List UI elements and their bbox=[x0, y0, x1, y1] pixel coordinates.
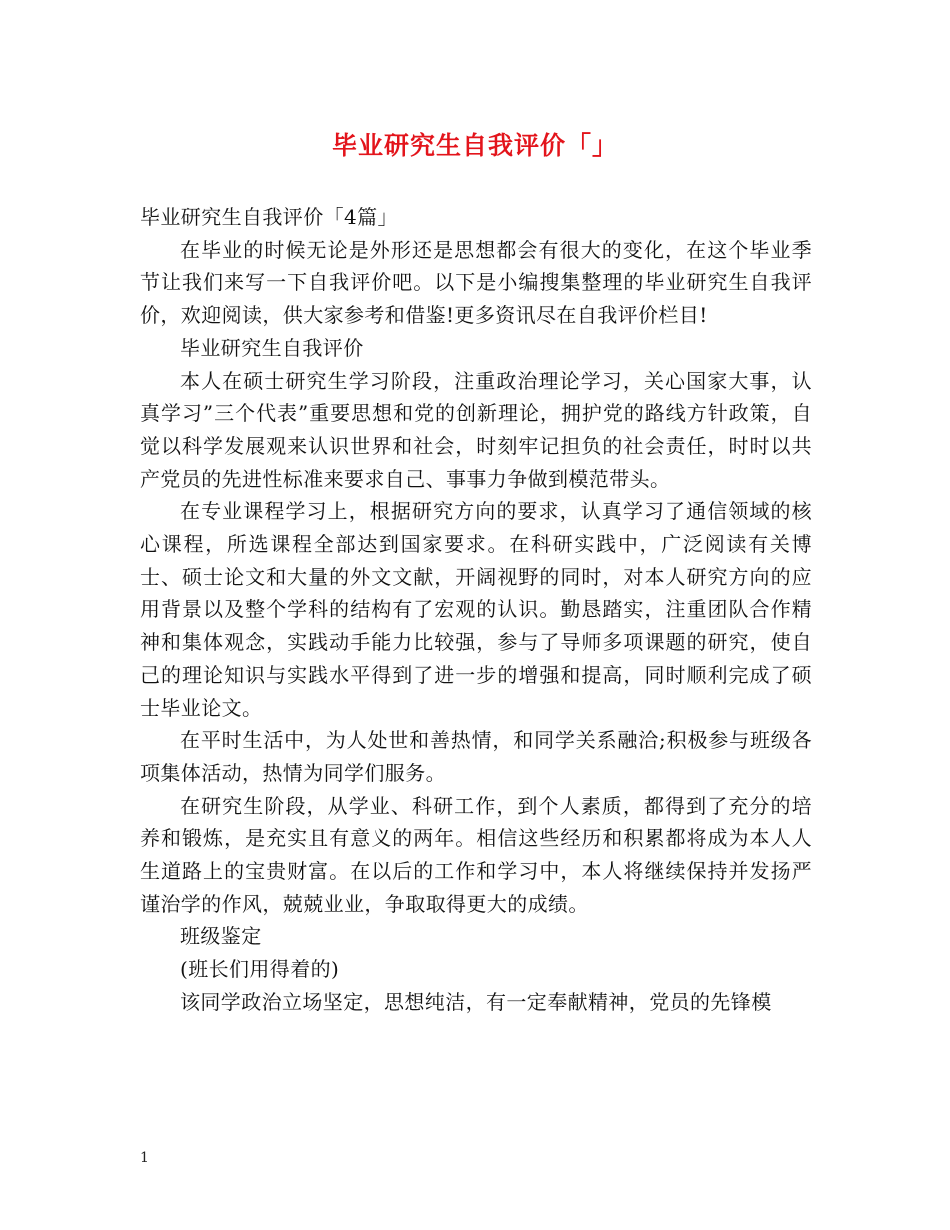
document-title: 毕业研究生自我评价「」 bbox=[331, 131, 618, 160]
paragraph-study: 在专业课程学习上，根据研究方向的要求，认真学习了通信领域的核心课程，所选课程全部达到国家要求。在科研实践中，广泛阅读有关博士、硕士论文和大量的外文文献，开阔视野的同时，对本人研究方向的应用背景以及整个学科的结构有了宏观的认识。勤恳踏实，注重团队合作精神和集体观念，实践动手能力比较强，参与了导师多项课题的研究，使自己的理论知识与实践水平得到了进一步的增强和提高，同时顺利完成了硕士毕业论文。 bbox=[140, 499, 812, 720]
paragraph-political: 本人在硕士研究生学习阶段，注重政治理论学习，关心国家大事，认真学习”三个代表”重要思想和党的创新理论，拥护党的路线方针政策，自觉以科学发展观来认识世界和社会，时刻牢记担负的社会责任，时时以共产党员的先进性标准来要求自己、事事力争做到模范带头。 bbox=[140, 368, 812, 491]
page-number: 1 bbox=[140, 1150, 149, 1166]
paragraph-life: 在平时生活中，为人处世和善热情，和同学关系融洽;积极参与班级各项集体活动，热情为同学们服务。 bbox=[140, 728, 812, 785]
paragraph-subtitle: 毕业研究生自我评价「4篇」 bbox=[140, 205, 398, 229]
paragraph-appraisal: 该同学政治立场坚定，思想纯洁，有一定奉献精神，党员的先锋模 bbox=[180, 989, 772, 1014]
paragraph-intro: 在毕业的时候无论是外形还是思想都会有很大的变化，在这个毕业季节让我们来写一下自我评价吧。以下是小编搜集整理的毕业研究生自我评价，欢迎阅读，供大家参考和借鉴!更多资讯尽在自我评价栏目! bbox=[140, 237, 812, 328]
document-body bbox=[140, 201, 812, 1019]
paragraph-note: (班长们用得着的) bbox=[180, 957, 340, 982]
paragraph-section-heading: 毕业研究生自我评价 bbox=[180, 335, 364, 360]
paragraph-class-appraisal-heading: 班级鉴定 bbox=[180, 924, 262, 949]
paragraph-summary: 在研究生阶段，从学业、科研工作，到个人素质，都得到了充分的培养和锻炼，是充实且有意义的两年。相信这些经历和积累都将成为本人人生道路上的宝贵财富。在以后的工作和学习中，本人将继续保持并发扬严谨治学的作风，兢兢业业，争取取得更大的成绩。 bbox=[140, 793, 812, 916]
